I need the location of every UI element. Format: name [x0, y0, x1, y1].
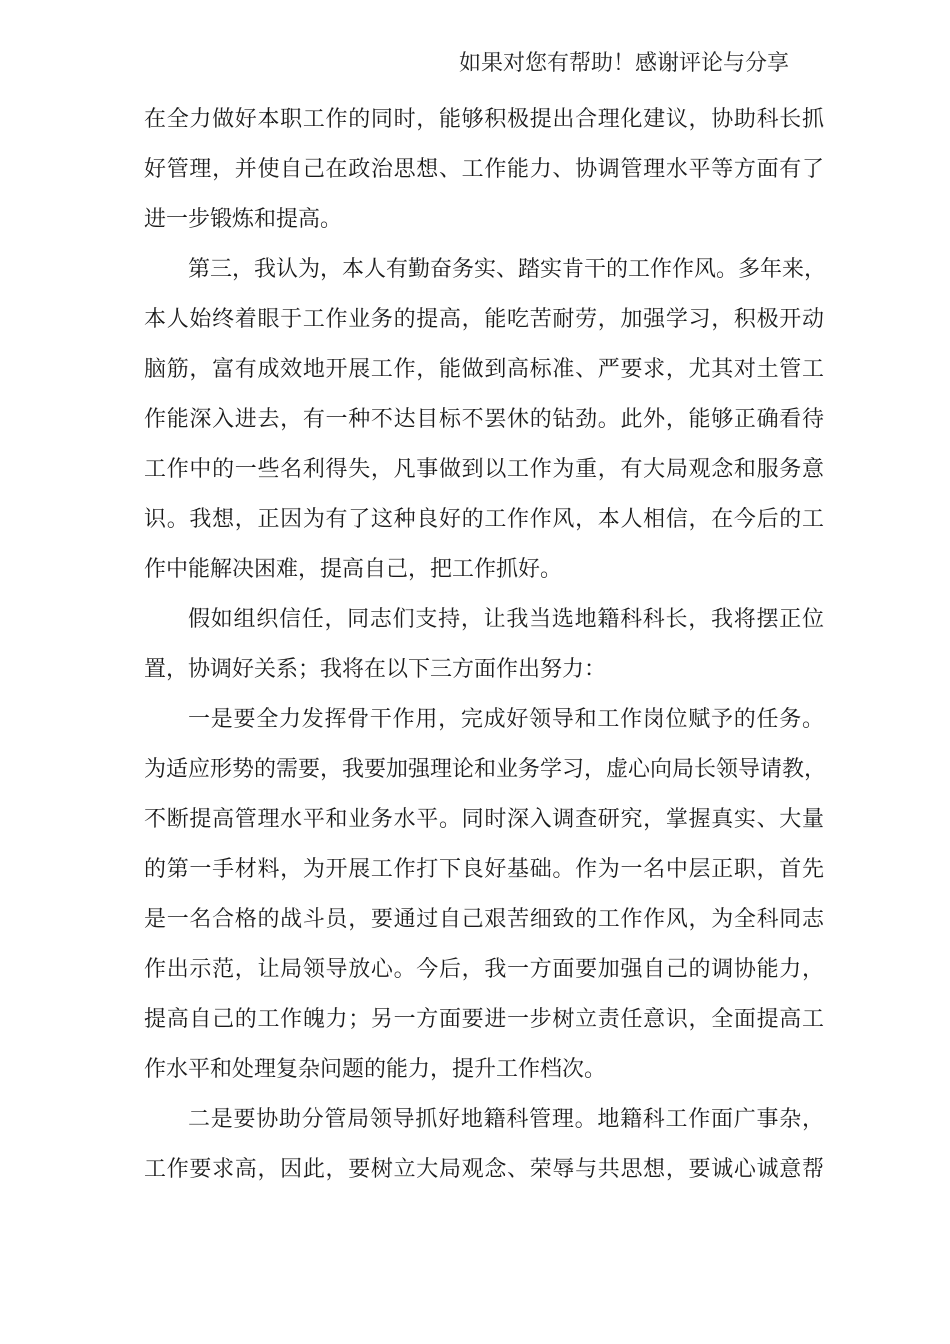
paragraph-line: 不断提高管理水平和业务水平。同时深入调查研究，掌握真实、大量: [144, 807, 824, 832]
paragraph-line: 在全力做好本职工作的同时，能够积极提出合理化建议，协助科长抓: [144, 107, 824, 132]
paragraph-line: 脑筋，富有成效地开展工作，能做到高标准、严要求，尤其对土管工: [144, 357, 824, 382]
paragraph-line: 置，协调好关系；我将在以下三方面作出努力：: [144, 657, 607, 682]
paragraph-line: 为适应形势的需要，我要加强理论和业务学习，虚心向局长领导请教，: [144, 757, 827, 782]
page-header-note: 如果对您有帮助！感谢评论与分享: [459, 51, 790, 76]
paragraph-line: 提高自己的工作魄力；另一方面要进一步树立责任意识，全面提高工: [144, 1007, 824, 1032]
paragraph-line: 作能深入进去，有一种不达目标不罢休的钻劲。此外，能够正确看待: [144, 407, 824, 432]
paragraph-first-line: 二是要协助分管局领导抓好地籍科管理。地籍科工作面广事杂，: [188, 1107, 824, 1132]
paragraph-line: 进一步锻炼和提高。: [144, 207, 343, 232]
paragraph-line: 工作中的一些名利得失，凡事做到以工作为重，有大局观念和服务意: [144, 457, 824, 482]
paragraph-line: 作出示范，让局领导放心。今后，我一方面要加强自己的调协能力，: [144, 957, 824, 982]
paragraph-line: 本人始终着眼于工作业务的提高，能吃苦耐劳，加强学习，积极开动: [144, 307, 824, 332]
paragraph-line: 好管理，并使自己在政治思想、工作能力、协调管理水平等方面有了: [144, 157, 824, 182]
paragraph-first-line: 第三，我认为，本人有勤奋务实、踏实肯干的工作作风。多年来，: [188, 257, 827, 282]
paragraph-line: 是一名合格的战斗员，要通过自己艰苦细致的工作作风，为全科同志: [144, 907, 824, 932]
paragraph-first-line: 假如组织信任，同志们支持，让我当选地籍科科长，我将摆正位: [188, 607, 824, 632]
paragraph-line: 作中能解决困难，提高自己，把工作抓好。: [144, 557, 563, 582]
paragraph-line: 作水平和处理复杂问题的能力，提升工作档次。: [144, 1057, 607, 1082]
paragraph-line: 的第一手材料，为开展工作打下良好基础。作为一名中层正职，首先: [144, 857, 824, 882]
paragraph-line: 识。我想，正因为有了这种良好的工作作风，本人相信，在今后的工: [144, 507, 824, 532]
paragraph-first-line: 一是要全力发挥骨干作用，完成好领导和工作岗位赋予的任务。: [188, 707, 824, 732]
paragraph-line: 工作要求高，因此，要树立大局观念、荣辱与共思想，要诚心诚意帮: [144, 1157, 824, 1182]
